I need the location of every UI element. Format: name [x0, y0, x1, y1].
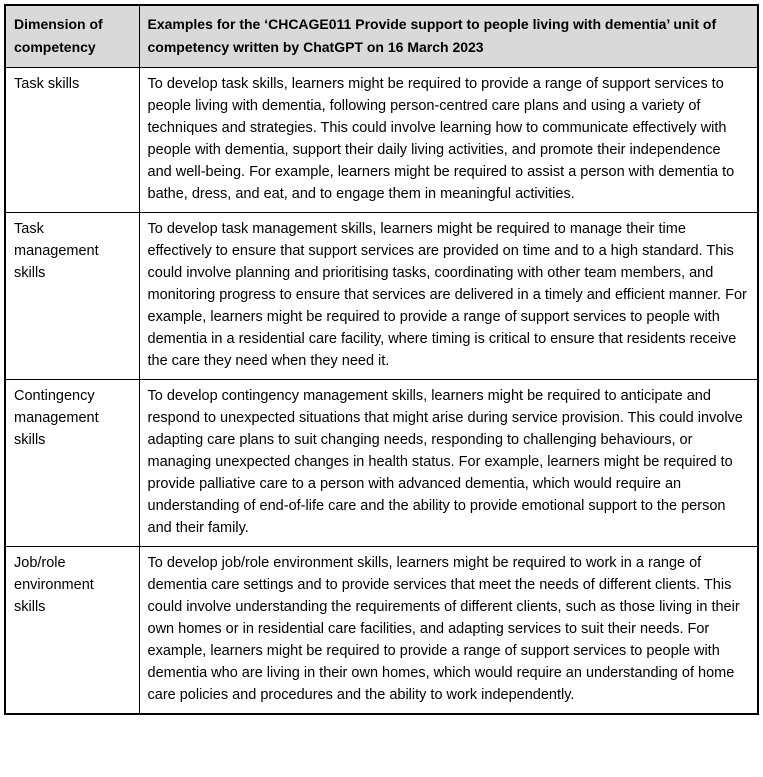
- competency-table: [4, 4, 759, 715]
- dimension-cell-task-management-skills: Task management skills: [5, 213, 139, 380]
- table-row: [5, 68, 758, 213]
- header-cell-dimension: Dimension of competency: [5, 5, 139, 68]
- table-row: [5, 213, 758, 380]
- dimension-cell-contingency-management-skills: Contingency management skills: [5, 380, 139, 547]
- table-row: [5, 380, 758, 547]
- example-cell-contingency-management-skills: To develop contingency management skills, learners might be required to anticipate and respond to unexpected situations that might arise during service provision. This could involve adapting care plans to suit changing needs, responding to challenging behaviours, or managing unexpected changes in health status. For example, learners might be required to provide palliative care to a person with advanced dementia, which would require an understanding of end-of-life care and the ability to provide emotional support to the person and their family.: [139, 380, 758, 547]
- table-row: [5, 547, 758, 715]
- table-body: [5, 68, 758, 715]
- example-cell-task-management-skills: To develop task management skills, learners might be required to manage their time effectively to ensure that support services are provided on time and to a high standard. This could involve planning and prioritising tasks, coordinating with other team members, and monitoring progress to ensure that services are delivered in a timely and efficient manner. For example, learners might be required to provide a range of support services to people with dementia in a residential care facility, where timing is critical to ensure that residents receive the care they need when they need it.: [139, 213, 758, 380]
- example-cell-job-role-environment-skills: To develop job/role environment skills, learners might be required to work in a range of dementia care settings and to provide services that meet the needs of different clients. This could involve understanding the requirements of different clients, such as those living in their own homes or in residential care facilities, and adapting services to suit their needs. For example, learners might be required to provide a range of support services to people with dementia who are living in their own homes, which would require an understanding of home care policies and procedures and the ability to work independently.: [139, 547, 758, 715]
- header-row: [5, 5, 758, 68]
- dimension-cell-job-role-environment-skills: Job/role environment skills: [5, 547, 139, 715]
- table-header: [5, 5, 758, 68]
- header-cell-examples: Examples for the ‘CHCAGE011 Provide support to people living with dementia’ unit of competency written by ChatGPT on 16 March 2023: [139, 5, 758, 68]
- example-cell-task-skills: To develop task skills, learners might be required to provide a range of support services to people living with dementia, following person-centred care plans and using a variety of techniques and strategies. This could involve learning how to communicate effectively with people with dementia, support their daily living activities, and promote their independence and well-being. For example, learners might be required to assist a person with dementia to bathe, dress, and eat, and to engage them in meaningful activities.: [139, 68, 758, 213]
- dimension-cell-task-skills: Task skills: [5, 68, 139, 213]
